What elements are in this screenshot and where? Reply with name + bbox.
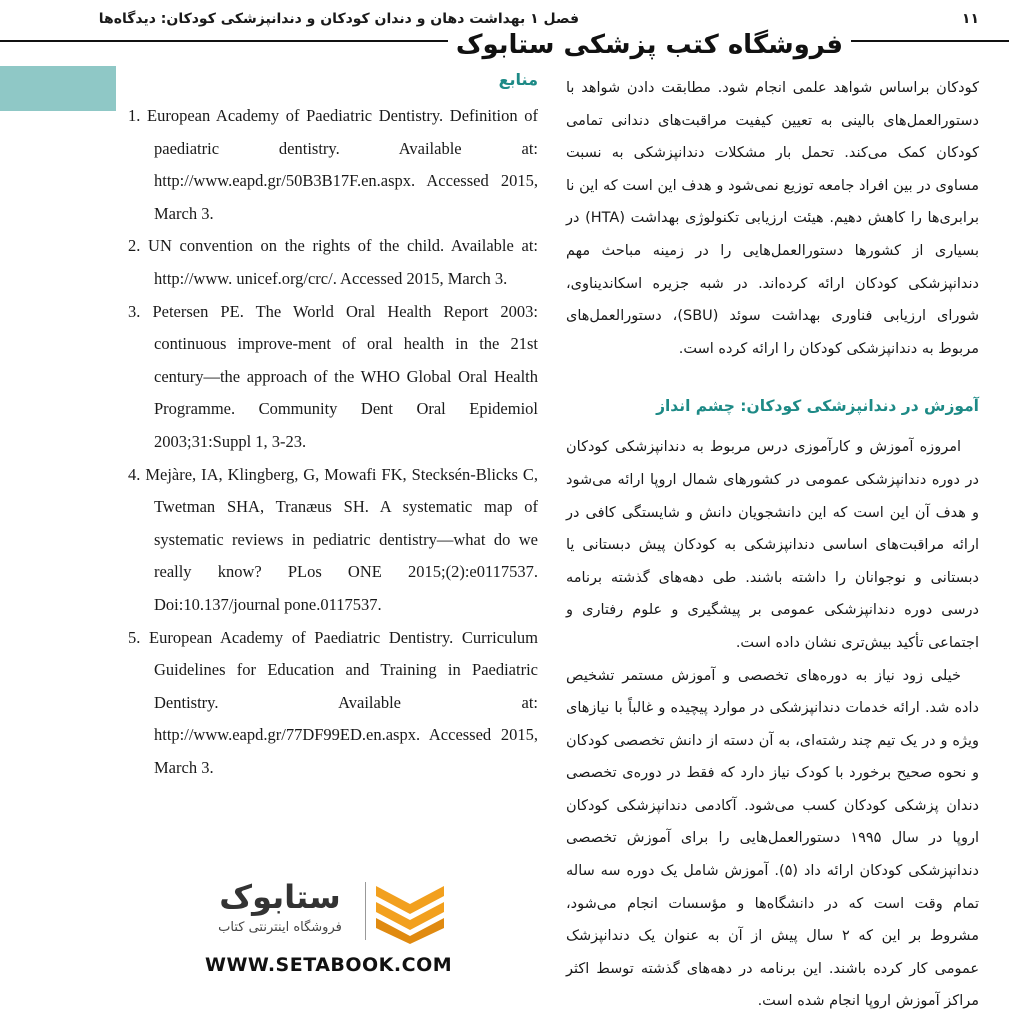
reference-item: 3. Petersen PE. The World Oral Health Report 2003: continuous improve-ment of oral health in the 21st century—the approach of the WHO Global Oral Health Programme. Community Dent Oral Epidemiol 2003;31:Suppl 1, 3-23. xyxy=(128,301,538,451)
body-paragraph-1: کودکان براساس شواهد علمی انجام شود. مطابقت دادن شواهد با دستورالعمل‌های بالینی به تعیین کیفیت مراقبت‌های دندانی تمامی کودکان کمک می‌کند. تحمل بار مشکلات دندانپزشکی به نسبت مساوی در بین افراد جامعه توزیع نمی‌شود و هدف این است که این نا برابری‌ها را کاهش دهیم. هیئت ارزیابی تکنولوژی بهداشت (HTA) در بسیاری از کشورها دستورالعمل‌هایی را در زمینه مباحث مهم دندانپزشکی کودکان ارائه کرده‌اند. در شبه جزیره اسکاندیناوی، شورای ارزیابی فناوری بهداشت سوئد (SBU)، دستورالعمل‌های مربوط به دندانپزشکی کودکان را ارائه کرده است. xyxy=(566,80,979,357)
logo-wordmark: ستابوک xyxy=(219,878,341,916)
section-heading: آموزش در دندانپزشکی کودکان: چشم انداز xyxy=(656,397,979,416)
reference-item: 5. European Academy of Paediatric Dentistry. Curriculum Guidelines for Education and Training in Paediatric Dentistry. Available at: http://www.eapd.gr/77DF99ED.en.aspx. Accessed 2015, March 3. xyxy=(128,627,538,777)
references-heading: منابع xyxy=(498,70,538,89)
reference-item: 2. UN convention on the rights of the child. Available at: http://www. unicef.org/crc/. Accessed 2015, March 3. xyxy=(128,236,538,288)
logo-subtitle: فروشگاه اینترنتی کتاب xyxy=(218,920,342,935)
reference-item: 1. European Academy of Paediatric Dentistry. Definition of paediatric dentistry. Available at: http://www.eapd.gr/50B3B17F.en.aspx. Accessed 2015, March 3. xyxy=(128,106,538,223)
reference-item: 4. Mejàre, IA, Klingberg, G, Mowafi FK, Stecksén-Blicks C, Twetman SHA, Tranæus SH. A systematic map of systematic reviews in pediatric dentistry—what do we really know? PLos ONE 2015;(2):e0117537. Doi:10.137/journal pone.0117537. xyxy=(128,464,538,614)
page-number: ۱۱ xyxy=(961,11,979,27)
body-paragraph-3: خیلی زود نیاز به دوره‌های تخصصی و آموزش مستمر تشخیص داده شد. ارائه خدمات دندانپزشکی در موارد پیچیده و غالباً با نیازهای ویژه و در یک تیم چند رشته‌ای، به آن دسته از دانش تخصصی کودکان و نحوه صحیح برخورد با کودک نیاز دارد که فقط در دوره‌ی تخصصی دندان پزشکی کودکان کسب می‌شود. آکادمی دندانپزشکی کودکان اروپا در سال ۱۹۹۵ دستورالعمل‌هایی را برای آموزش تخصصی دندانپزشکی کودکان ارائه داد (۵). آموزش شامل یک دوره سه ساله تمام وقت است که در دانشگاه‌ها و مؤسسات انجام می‌شود، مشروط بر این که ۲ سال پیش از آن به عنوان یک دندانپزشک عمومی کار کرده باشند. این برنامه در دهه‌های گذشته توسط اکثر مراکز آموزش اروپا انجام شده است. xyxy=(566,667,979,1010)
chapter-tab xyxy=(0,66,116,111)
setabook-logo xyxy=(200,876,460,986)
body-column xyxy=(566,72,979,1018)
logo-divider xyxy=(365,882,366,940)
body-paragraph-2: امروزه آموزش و کارآموزی درس مربوط به دندانپزشکی کودکان در دوره دندانپزشکی عمومی در کشورهای شمال اروپا ارائه می‌شود و هدف آن این است که این دانشجویان دانش و شایستگی کافی در ارائه مراقبت‌های اساسی دندانپزشکی به کودکان پیش دبستانی یا دبستانی و نوجوانان را داشته باشند. طی دهه‌های گذشته برنامه درسی دوره دندانپزشکی عمومی بر پیشگیری و علوم رفتاری و اجتماعی تأکید بیش‌تری نشان داده است. xyxy=(566,439,979,651)
store-watermark: فروشگاه کتب پزشکی ستابوک xyxy=(448,30,851,60)
setabook-chevron-logo-icon xyxy=(372,882,448,944)
logo-url: WWW.SETABOOK.COM xyxy=(205,954,453,976)
running-title: فصل ۱ بهداشت دهان و دندان کودکان و دندانپزشکی کودکان: دیدگاه‌ها xyxy=(98,11,579,27)
references-column xyxy=(128,70,538,784)
references-list xyxy=(128,100,538,784)
